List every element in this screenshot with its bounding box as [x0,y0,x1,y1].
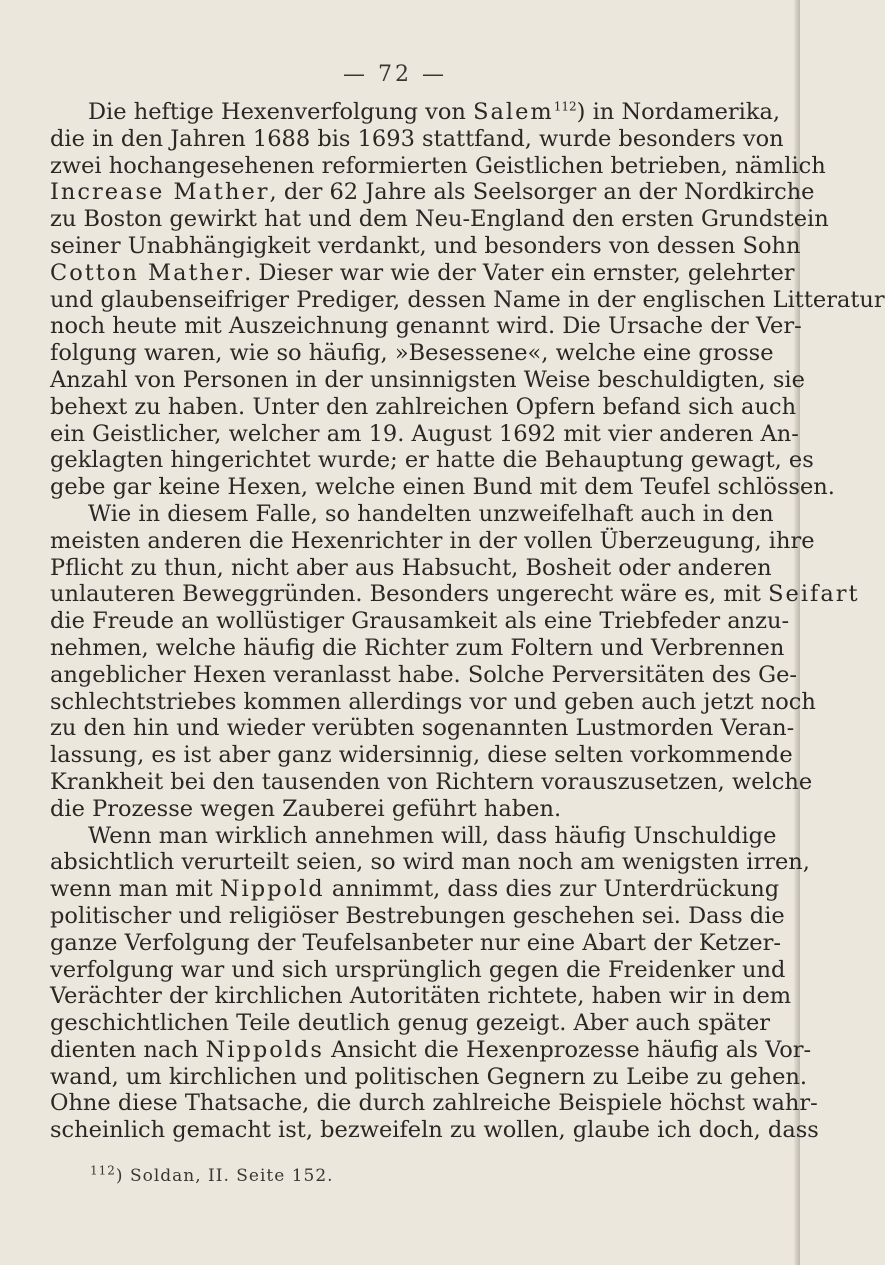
spaced-name: Seifart [768,581,860,608]
text-line [50,474,835,501]
text-line [50,1117,819,1144]
text-run: zu den hin und wieder verübten sogenannten Lustmorden Veran- [50,715,795,742]
spaced-name: Salem [473,99,554,125]
text-line [50,608,790,635]
body-text [50,99,885,1144]
text-line [50,876,780,903]
text-run: annimmt, dass dies zur Unterdrückung [324,876,780,903]
text-line [50,902,785,930]
text-line [50,661,798,689]
text-line [50,340,774,367]
text-run: lassung, es ist aber ganz widersinnig, diese selten vorkommende [50,742,793,769]
text-run: angeblicher Hexen veranlasst habe. Solche Perversitäten des Ge- [50,661,798,688]
text-run: Ohne diese Thatsache, die durch zahlreiche Beispiele höchst wahr- [50,1090,818,1117]
text-line [50,1036,812,1064]
text-run: . Dieser war wie der Vater ein ernster, gelehrter [244,259,795,286]
text-run: die Prozesse wegen Zauberei geführt haben. [50,795,562,822]
text-line [50,152,826,180]
text-line [50,232,801,260]
text-line [50,447,814,474]
text-run: gebe gar keine Hexen, welche einen Bund mit dem Teufel schlössen. [50,474,835,501]
text-line [50,1063,808,1091]
text-run: geschichtlichen Teile deutlich genug gezeigt. Aber auch später [50,1010,771,1037]
text-run: unlauteren Beweggründen. Besonders ungerecht wäre es, mit [50,581,769,608]
spaced-name: Cotton Mather [50,259,245,286]
text-run: die in den Jahren 1688 bis 1693 stattfand, wurde besonders von [50,125,784,152]
page-number: — 72 — [343,62,447,87]
text-run: wand, um kirchlichen und politischen Gegnern zu Leibe zu gehen. [50,1063,808,1090]
text-run: Wenn man wirklich annehmen will, dass häufig Unschuldige [88,822,777,849]
text-line [50,768,813,796]
text-run: folgung waren, wie so häufig, »Besessene«, welche eine grosse [50,340,774,367]
text-run: noch heute mit Auszeichnung genannt wird. Die Ursache der Ver- [50,313,802,340]
text-line [50,500,774,528]
text-line [50,983,792,1010]
text-run: ) in Nordamerika, [576,99,781,125]
text-line [50,179,815,206]
text-run: wenn man mit [50,876,220,903]
text-line [50,849,810,876]
footnote-marker: 112 [90,1163,116,1178]
text-line [50,581,860,608]
text-run: absichtlich verurteilt seien, so wird man noch am wenigsten irren, [50,849,810,876]
text-line [50,1010,771,1037]
text-run: die Freude an wollüstiger Grausamkeit als eine Triebfeder anzu- [50,608,790,635]
text-line [50,822,777,850]
text-run: ein Geistlicher, welcher am 19. August 1692 mit vier anderen An- [50,420,799,447]
spaced-name: Increase Mather [50,179,270,206]
text-run: politischer und religiöser Bestrebungen geschehen sei. Dass die [50,902,785,929]
text-run: zwei hochangesehenen reformierten Geistlichen betrieben, nämlich [50,152,826,179]
text-run: zu Boston gewirkt hat und dem Neu-England den ersten Grundstein [50,206,829,233]
text-run: Ansicht die Hexenprozesse häufig als Vor- [323,1036,812,1063]
text-line [50,527,815,555]
text-run: geklagten hingerichtet wurde; er hatte die Behauptung gewagt, es [50,447,814,474]
text-run: und glaubenseifriger Prediger, dessen Name in der englischen Litteratur [50,286,885,313]
spaced-name: Nippolds [205,1036,324,1063]
text-run: , der 62 Jahre als Seelsorger an der Nordkirche [269,179,815,206]
text-line [50,929,781,957]
text-line [50,206,829,233]
text-line [50,715,795,742]
text-line [50,313,802,340]
text-run: schlechtstriebes kommen allerdings vor und geben auch jetzt noch [50,688,816,715]
text-line [50,420,799,448]
footnote-text: ) Soldan, II. Seite 152. [115,1166,334,1187]
text-run: dienten nach [50,1036,206,1063]
text-run: nehmen, welche häufig die Richter zum Foltern und Verbrennen [50,634,785,661]
text-run: Krankheit bei den tausenden von Richtern vorauszusetzen, welche [50,768,813,795]
text-line [50,99,781,126]
text-line [50,286,885,314]
text-run: Verächter der kirchlichen Autoritäten richtete, haben wir in dem [50,983,792,1010]
text-line [50,554,772,582]
text-run: Pflicht zu thun, nicht aber aus Habsucht, Bosheit oder anderen [50,554,772,581]
text-run: Anzahl von Personen in der unsinnigsten Weise beschuldigten, sie [50,366,805,393]
text-line [50,393,797,421]
text-line [50,366,805,394]
text-line [50,1090,818,1117]
text-run: behext zu haben. Unter den zahlreichen Opfern befand sich auch [50,393,797,420]
text-run: seiner Unabhängigkeit verdankt, und besonders von dessen Sohn [50,232,801,259]
footnote-reference: 112 [553,99,577,114]
text-run: Die heftige Hexenverfolgung von [88,99,474,125]
text-run: verfolgung war und sich ursprünglich gegen die Freidenker und [50,956,786,983]
spaced-name: Nippold [219,876,325,903]
text-run: meisten anderen die Hexenrichter in der vollen Überzeugung, ihre [50,527,815,554]
text-line [50,742,793,769]
book-page [50,62,885,1187]
text-line [50,259,795,287]
text-line [50,634,785,662]
text-line [50,125,784,153]
text-line [50,956,786,984]
text-run: scheinlich gemacht ist, bezweifeln zu wollen, glaube ich doch, dass [50,1117,819,1144]
footnote [50,1163,740,1187]
text-run: Wie in diesem Falle, so handelten unzweifelhaft auch in den [88,500,774,527]
text-line [50,796,740,823]
text-line [50,688,816,716]
text-run: ganze Verfolgung der Teufelsanbeter nur eine Abart der Ketzer- [50,929,781,956]
